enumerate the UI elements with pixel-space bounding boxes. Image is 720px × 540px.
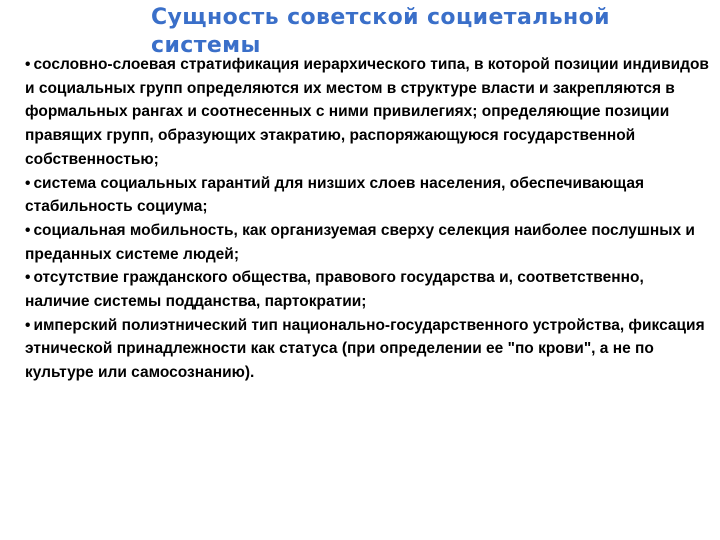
list-item <box>25 266 709 313</box>
bullet-icon: • <box>25 174 31 192</box>
list-item <box>25 53 709 172</box>
list-item <box>25 314 709 385</box>
slide-title: Сущность советской социетальной системы <box>151 5 610 58</box>
bullet-icon: • <box>25 56 31 73</box>
list-item-text: сословно-слоевая стратификация иерархического типа, в которой позиции индивидов и социальных групп определяются их местом в структуре власти и закрепляются в формальных рангах и соотнесенных с ними привилегиях; определяющие позиции правящих групп, образующих этакратию, распоряжающуюся государственной собственностью; <box>25 56 709 168</box>
list-item <box>25 172 709 219</box>
bullet-icon: • <box>25 269 31 287</box>
bullet-icon: • <box>25 316 31 334</box>
list-item <box>25 219 709 266</box>
list-item-text: система социальных гарантий для низших слоев населения, обеспечивающая стабильность социума; <box>25 174 645 216</box>
list-item-text: имперский полиэтнический тип национально-государственного устройства, фиксация этнической принадлежности как статуса (при определении ее "по крови", а не по культуре или самосознанию). <box>25 316 705 382</box>
list-item-text: отсутствие гражданского общества, правового государства и, соответственно, наличие системы подданства, партократии; <box>25 269 644 311</box>
bullet-list <box>25 53 709 385</box>
list-item-text: социальная мобильность, как организуемая сверху селекция наиболее послушных и преданных системе людей; <box>25 221 695 263</box>
bullet-icon: • <box>25 221 31 239</box>
